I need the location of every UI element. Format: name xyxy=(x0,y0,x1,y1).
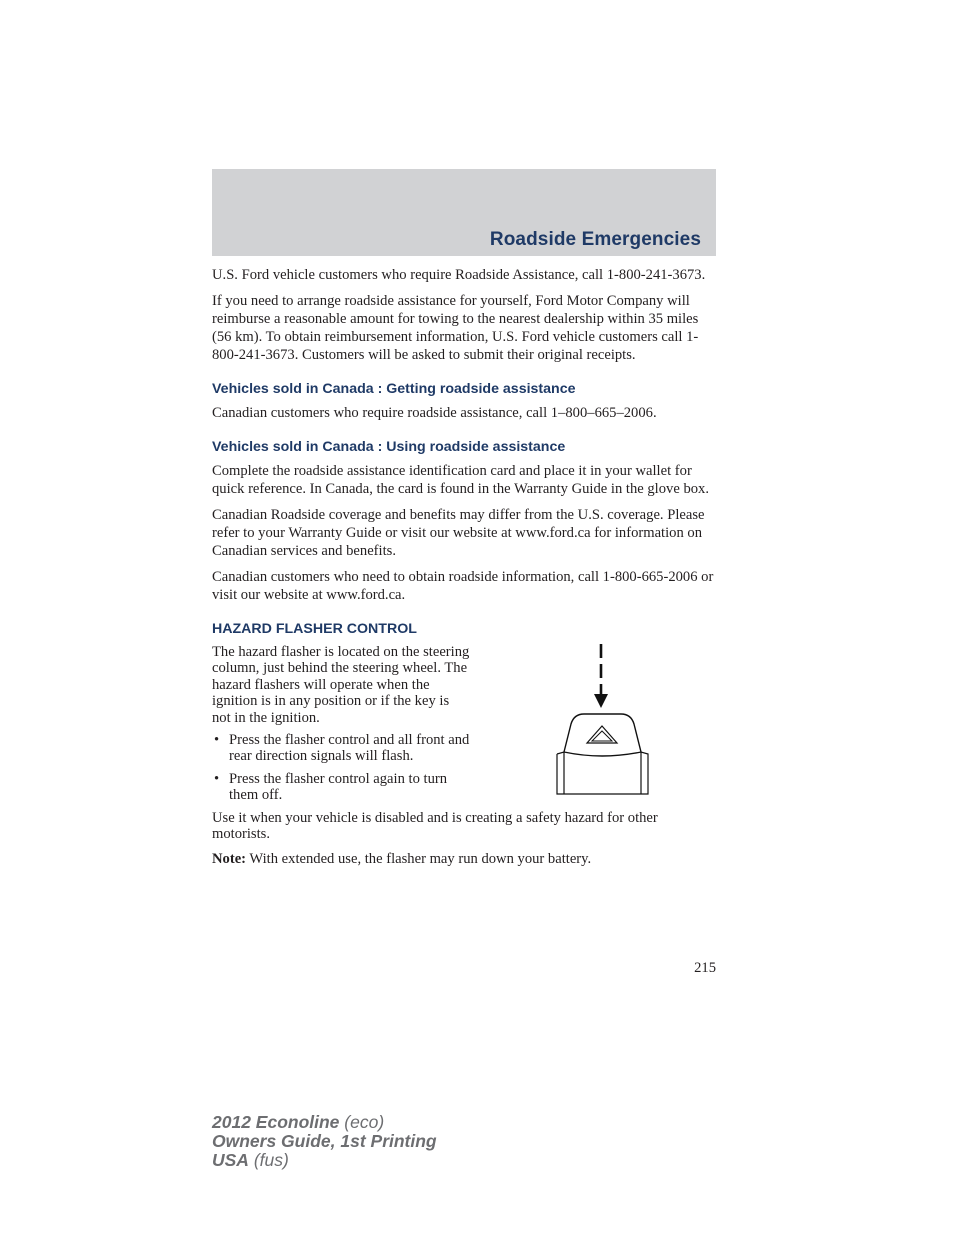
canada-getting-heading: Vehicles sold in Canada : Getting roadside assistance xyxy=(212,381,576,397)
button-cap xyxy=(564,714,641,756)
note-text: With extended use, the flasher may run down your battery. xyxy=(246,851,592,868)
hazard-paragraph-1: The hazard flasher is located on the steering column, just behind the steering wheel. The hazard flashers will operate when the ignition is in any position or if the key is not in the ignition. xyxy=(212,644,470,726)
note-paragraph xyxy=(212,850,716,868)
footer-line-1 xyxy=(212,1113,437,1132)
hazard-bullet-list xyxy=(212,732,470,804)
page-content xyxy=(212,266,716,876)
intro-paragraph-2: If you need to arrange roadside assistance for yourself, Ford Motor Company will reimburse a reasonable amount for towing to the nearest dealership within 35 miles (56 km). To obtain reimbursement information, U.S. Ford vehicle customers call 1-800-241-3673. Customers will be asked to submit their original receipts. xyxy=(212,293,699,363)
intro-paragraph-1: U.S. Ford vehicle customers who require Roadside Assistance, call 1-800-241-3673. xyxy=(212,267,706,283)
canada-using-paragraph-2: Canadian Roadside coverage and benefits may differ from the U.S. coverage. Please refer to your Warranty Guide or visit our website at www.ford.ca for information on Canadian services and benefits. xyxy=(212,507,705,559)
hazard-section xyxy=(212,644,716,804)
canada-using-heading: Vehicles sold in Canada : Using roadside assistance xyxy=(212,439,566,455)
hazard-text-column xyxy=(212,644,470,804)
footer-guide: Owners Guide, 1st Printing xyxy=(212,1131,437,1151)
footer-model: 2012 Econoline xyxy=(212,1112,340,1132)
footer-line-3 xyxy=(212,1151,437,1170)
hazard-paragraph-2: Use it when your vehicle is disabled and is creating a safety hazard for other motorists. xyxy=(212,809,658,843)
canada-using-paragraph-3: Canadian customers who need to obtain roadside information, call 1-800-665-2006 or visit our website at www.ford.ca. xyxy=(212,569,714,603)
footer-market: USA xyxy=(212,1150,249,1170)
section-title: Roadside Emergencies xyxy=(489,229,701,250)
button-body xyxy=(557,752,648,794)
hazard-flasher-button-icon xyxy=(554,642,654,800)
footer-model-code: (eco) xyxy=(339,1112,385,1132)
document-footer xyxy=(212,1113,437,1170)
footer-line-2 xyxy=(212,1132,437,1151)
page-number: 215 xyxy=(694,960,716,976)
bullet-item-1: • Press the flasher control and all front and rear direction signals will flash. xyxy=(212,732,470,765)
canada-getting-paragraph: Canadian customers who require roadside assistance, call 1–800–665–2006. xyxy=(212,405,657,421)
hazard-heading: HAZARD FLASHER CONTROL xyxy=(212,621,417,637)
canada-using-paragraph-1: Complete the roadside assistance identification card and place it in your wallet for quick reference. In Canada, the card is found in the Warranty Guide in the glove box. xyxy=(212,463,709,497)
section-header-band xyxy=(212,169,716,256)
note-label: Note: xyxy=(212,851,247,868)
arrow-head xyxy=(594,694,608,708)
footer-market-code: (fus) xyxy=(248,1150,289,1170)
bullet-item-2: • Press the flasher control again to turn them off. xyxy=(212,771,470,804)
